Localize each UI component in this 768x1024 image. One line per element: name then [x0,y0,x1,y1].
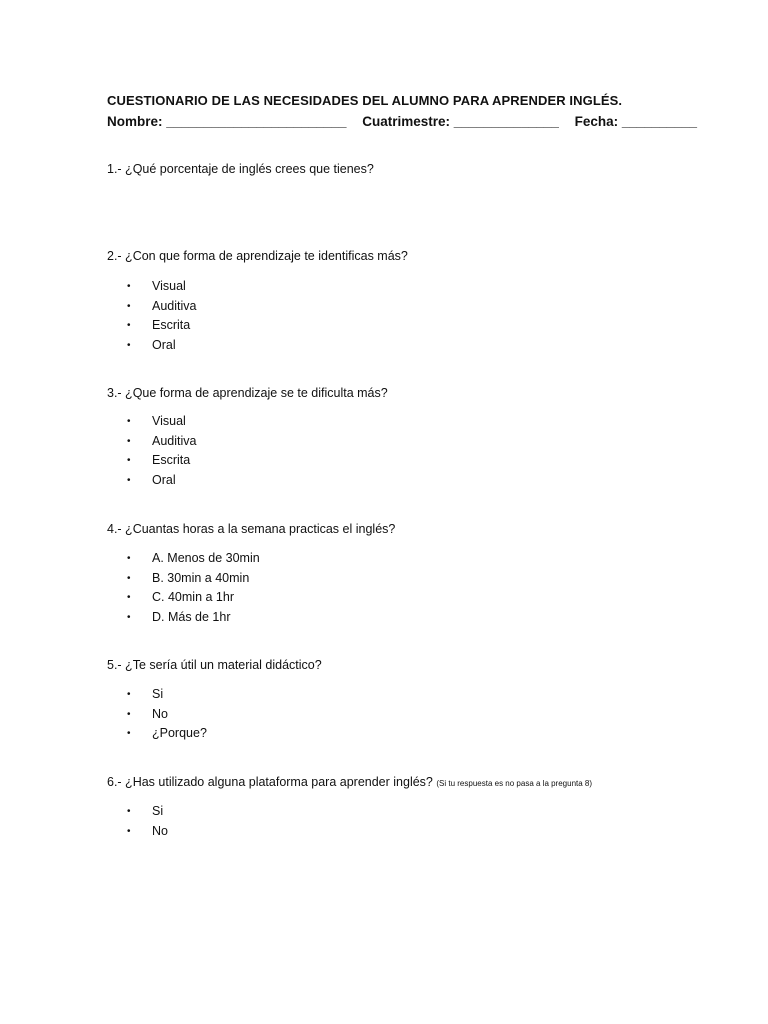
option-label: Visual [152,279,186,293]
option-label: C. 40min a 1hr [152,590,234,605]
list-item [127,569,260,589]
question-5-options [127,685,207,744]
list-item [127,432,196,452]
list-item [127,802,168,822]
question-6-note: (Si tu respuesta es no pasa a la pregunta 8) [436,779,593,788]
bullet-icon: • [127,708,131,720]
list-item [127,705,207,725]
option-label: No [152,823,168,838]
option-label: Si [152,687,164,701]
page-title: CUESTIONARIO DE LAS NECESIDADES DEL ALUMNO PARA APRENDER INGLÉS. [107,93,623,108]
question-6 [107,775,592,789]
question-2-options [127,277,196,355]
question-3: 3.- ¿Que forma de aprendizaje se te dificulta más? [107,386,388,400]
bullet-icon: • [127,728,131,740]
list-item [127,412,196,432]
cuatrimestre-field: Cuatrimestre: ______________ [362,114,559,129]
option-label: Oral [152,337,176,352]
option-label: D. Más de 1hr [152,609,231,624]
list-item [127,724,207,744]
bullet-icon: • [127,339,131,351]
option-label: Oral [152,472,176,487]
list-item [127,685,207,705]
question-6-text: 6.- ¿Has utilizado alguna plataforma para aprender inglés? [107,775,433,789]
nombre-field: Nombre: ________________________ [107,114,347,129]
question-6-options [127,802,168,841]
fecha-field: Fecha: __________ [574,114,697,129]
question-1: 1.- ¿Qué porcentaje de inglés crees que tienes? [107,162,374,176]
question-4-options [127,549,260,627]
option-label: Escrita [152,453,191,468]
bullet-icon: • [127,300,131,312]
list-item [127,277,196,297]
list-item [127,549,260,569]
option-label: Visual [152,414,186,428]
bullet-icon: • [127,435,131,447]
bullet-icon: • [127,474,131,486]
question-5: 5.- ¿Te sería útil un material didáctico? [107,658,322,672]
question-3-options [127,412,196,490]
bullet-icon: • [127,572,131,584]
question-2: 2.- ¿Con que forma de aprendizaje te identificas más? [107,249,408,263]
list-item [127,336,196,356]
bullet-icon: • [127,281,131,292]
option-label: ¿Porque? [152,726,207,741]
list-item [127,451,196,471]
option-label: B. 30min a 40min [152,570,250,585]
bullet-icon: • [127,416,131,427]
bullet-icon: • [127,592,131,604]
option-label: No [152,706,168,721]
list-item [127,316,196,336]
option-label: Si [152,804,164,818]
question-4: 4.- ¿Cuantas horas a la semana practicas el inglés? [107,522,396,536]
bullet-icon: • [127,553,131,564]
option-label: Escrita [152,318,191,333]
bullet-icon: • [127,455,131,467]
bullet-icon: • [127,806,131,817]
bullet-icon: • [127,320,131,332]
bullet-icon: • [127,825,131,837]
list-item [127,608,260,628]
option-label: Auditiva [152,433,197,448]
list-item [127,297,196,317]
list-item [127,471,196,491]
bullet-icon: • [127,689,131,700]
bullet-icon: • [127,611,131,623]
option-label: Auditiva [152,298,197,313]
list-item [127,822,168,842]
option-label: A. Menos de 30min [152,551,260,565]
header-fields [107,114,697,129]
list-item [127,588,260,608]
